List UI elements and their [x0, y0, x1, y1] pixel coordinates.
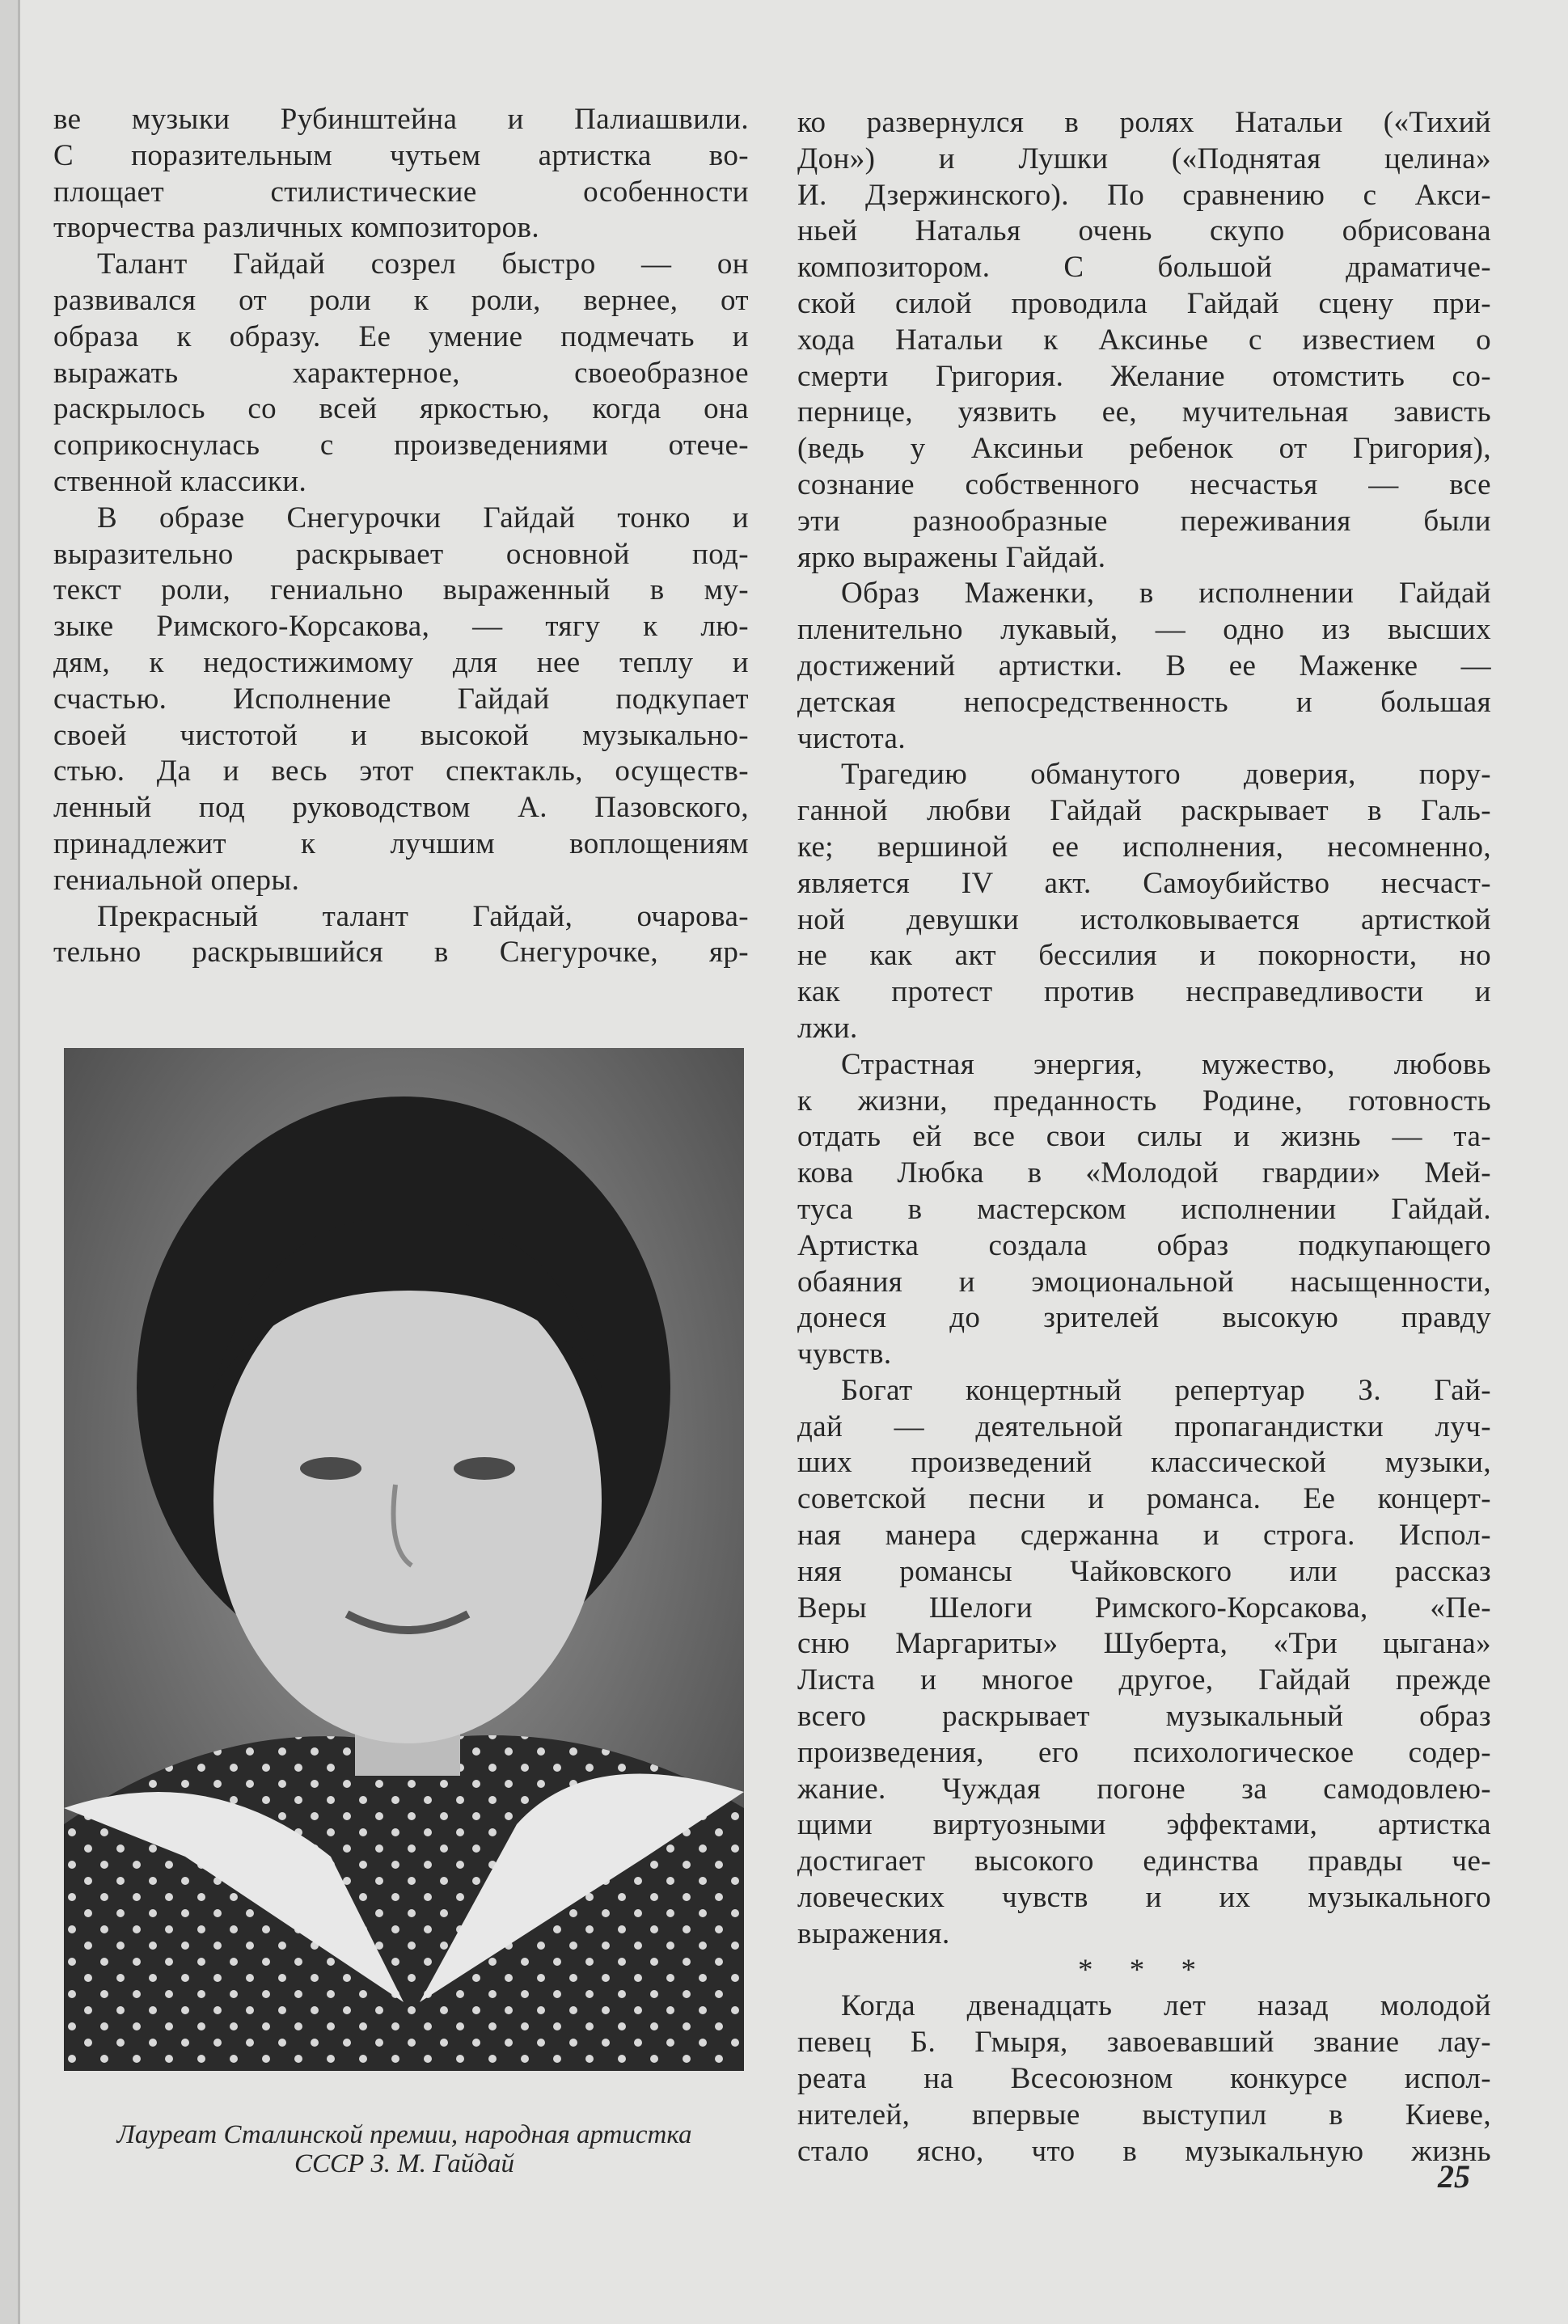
- text-line: чувств.: [797, 1337, 892, 1371]
- text-line: советской песни и романса. Ее концерт-: [797, 1482, 1491, 1516]
- text-line: выражать характерное, своеобразное: [53, 356, 749, 390]
- paragraph: [797, 576, 1491, 757]
- text-line: нителей, впервые выступил в Киеве,: [797, 2098, 1491, 2132]
- text-line: пленительно лукавый, — одно из высших: [797, 613, 1491, 647]
- text-line: Страстная энергия, мужество, любовь: [841, 1047, 1491, 1081]
- text-line: реата на Всесоюзном конкурсе испол-: [797, 2062, 1491, 2096]
- paragraph: [797, 1953, 1491, 1989]
- text-line: своей чистотой и высокой музыкально-: [53, 718, 749, 752]
- text-line: Образ Маженки, в исполнении Гайдай: [841, 577, 1491, 611]
- text-line: ко развернулся в ролях Натальи («Тихий: [797, 106, 1491, 139]
- text-line: туса в мастерском исполнении Гайдай.: [797, 1192, 1491, 1226]
- caption-line-1: Лауреат Сталинской премии, народная артистка: [116, 2120, 692, 2149]
- text-line: пернице, уязвить ее, мучительная зависть: [797, 395, 1491, 429]
- text-line: тельно раскрывшийся в Снегурочке, яр-: [53, 936, 749, 970]
- paragraph: [797, 1047, 1491, 1373]
- text-line: няя романсы Чайковского или рассказ: [797, 1554, 1491, 1588]
- text-line: творчества различных композиторов.: [53, 211, 540, 245]
- paragraph: [797, 757, 1491, 1046]
- paragraph: [797, 105, 1491, 576]
- text-line: ленный под руководством А. Пазовского,: [53, 791, 749, 825]
- text-line: ственной классики.: [53, 464, 307, 498]
- text-line: стью. Да и весь этот спектакль, осуществ-: [53, 754, 749, 788]
- text-line: донеся до зрителей высокую правду: [797, 1301, 1491, 1335]
- page-edge: [0, 0, 20, 2324]
- text-line: гениальной оперы.: [53, 863, 300, 897]
- text-line: всего раскрывает музыкальный образ: [797, 1700, 1491, 1734]
- text-line: Богат концертный репертуар З. Гай-: [841, 1373, 1491, 1407]
- text-line: соприкоснулась с произведениями отече-: [53, 429, 749, 463]
- text-line: эти разнообразные переживания были: [797, 504, 1491, 538]
- text-line: принадлежит к лучшим воплощениям: [53, 826, 749, 860]
- text-line: как протест против несправедливости и: [797, 975, 1491, 1009]
- text-line: сознание собственного несчастья — все: [797, 467, 1491, 501]
- text-line: Талант Гайдай созрел быстро — он: [97, 247, 749, 281]
- text-line: развивался от роли к роли, вернее, от: [53, 283, 749, 317]
- text-line: ной девушки истолковывается артисткой: [797, 902, 1491, 936]
- text-line: ганной любви Гайдай раскрывает в Галь-: [797, 794, 1491, 828]
- text-line: стало ясно, что в музыкальную жизнь: [797, 2134, 1491, 2168]
- text-line: ная манера сдержанна и строга. Испол-: [797, 1519, 1491, 1553]
- photo-caption: [40, 2120, 768, 2178]
- text-line: (ведь у Аксиньи ребенок от Григория),: [797, 432, 1491, 466]
- left-text-column: [53, 102, 749, 971]
- text-line: ве музыки Рубинштейна и Палиашвили.: [53, 103, 749, 136]
- text-line: к жизни, преданность Родине, готовность: [797, 1084, 1491, 1118]
- text-line: композитором. С большой драматиче-: [797, 251, 1491, 285]
- text-line: Дон») и Лушки («Поднятая целина»: [797, 142, 1491, 175]
- section-separator: * * *: [1078, 1953, 1211, 1987]
- text-line: С поразительным чутьем артистка во-: [53, 138, 749, 172]
- text-line: отдать ей все свои силы и жизнь — та-: [797, 1120, 1491, 1154]
- page-number: 25: [1438, 2158, 1470, 2195]
- text-line: ярко выражены Гайдай.: [797, 540, 1106, 574]
- paragraph: [53, 501, 749, 899]
- text-line: ке; вершиной ее исполнения, несомненно,: [797, 830, 1491, 864]
- text-line: раскрылось со всей яркостью, когда она: [53, 392, 749, 426]
- text-line: ской силой проводила Гайдай сцену при-: [797, 286, 1491, 320]
- text-line: певец Б. Гмыря, завоевавший звание лау-: [797, 2026, 1491, 2060]
- paragraph: [53, 899, 749, 972]
- text-line: произведения, его психологическое содер-: [797, 1735, 1491, 1769]
- text-line: Когда двенадцать лет назад молодой: [841, 1989, 1491, 2023]
- portrait-image: [64, 1048, 744, 2071]
- portrait-photo: [64, 1048, 744, 2071]
- text-line: выразительно раскрывает основной под-: [53, 537, 749, 571]
- text-line: В образе Снегурочки Гайдай тонко и: [97, 501, 749, 535]
- text-line: лжи.: [797, 1011, 858, 1045]
- text-line: сню Маргариты» Шуберта, «Три цыгана»: [797, 1627, 1491, 1661]
- text-line: дай — деятельной пропагандистки луч-: [797, 1409, 1491, 1443]
- text-line: щими виртуозными эффектами, артистка: [797, 1808, 1491, 1842]
- text-line: хода Натальи к Аксинье с известием о: [797, 323, 1491, 357]
- paragraph: [797, 1988, 1491, 2170]
- text-line: выражения.: [797, 1916, 950, 1950]
- text-line: ловеческих чувств и их музыкального: [797, 1881, 1491, 1915]
- right-text-column: [797, 105, 1491, 2170]
- text-line: является IV акт. Самоубийство несчаст-: [797, 866, 1491, 900]
- text-line: зыке Римского-Корсакова, — тягу к лю-: [53, 610, 749, 644]
- text-line: Веры Шелоги Римского-Корсакова, «Пе-: [797, 1591, 1491, 1625]
- text-line: дям, к недостижимому для нее теплу и: [53, 645, 749, 679]
- text-line: ших произведений классической музыки,: [797, 1446, 1491, 1480]
- paragraph: [53, 247, 749, 501]
- text-line: площает стилистические особенности: [53, 175, 749, 209]
- text-line: И. Дзержинского). По сравнению с Акси-: [797, 178, 1491, 212]
- paragraph: [53, 102, 749, 247]
- text-line: достигает высокого единства правды че-: [797, 1844, 1491, 1878]
- text-line: чистота.: [797, 721, 907, 755]
- paragraph: [797, 1373, 1491, 1953]
- text-line: детская непосредственность и большая: [797, 685, 1491, 719]
- text-line: смерти Григория. Желание отомстить со-: [797, 359, 1491, 393]
- text-line: Трагедию обманутого доверия, пору-: [841, 758, 1491, 792]
- text-line: счастью. Исполнение Гайдай подкупает: [53, 682, 749, 716]
- text-line: обаяния и эмоциональной насыщенности,: [797, 1265, 1491, 1299]
- caption-line-2: СССР З. М. Гайдай: [294, 2149, 514, 2178]
- text-line: не как акт бессилия и покорности, но: [797, 939, 1491, 973]
- text-line: жание. Чуждая погоне за самодовлею-: [797, 1772, 1491, 1806]
- text-line: образа к образу. Ее умение подмечать и: [53, 319, 749, 353]
- text-line: достижений артистки. В ее Маженке —: [797, 649, 1491, 682]
- text-line: кова Любка в «Молодой гвардии» Мей-: [797, 1156, 1491, 1190]
- text-line: текст роли, гениально выраженный в му-: [53, 573, 749, 607]
- text-line: Прекрасный талант Гайдай, очарова-: [97, 899, 749, 933]
- text-line: Артистка создала образ подкупающего: [797, 1228, 1491, 1262]
- text-line: ньей Наталья очень скупо обрисована: [797, 214, 1491, 248]
- text-line: Листа и многое другое, Гайдай прежде: [797, 1663, 1491, 1697]
